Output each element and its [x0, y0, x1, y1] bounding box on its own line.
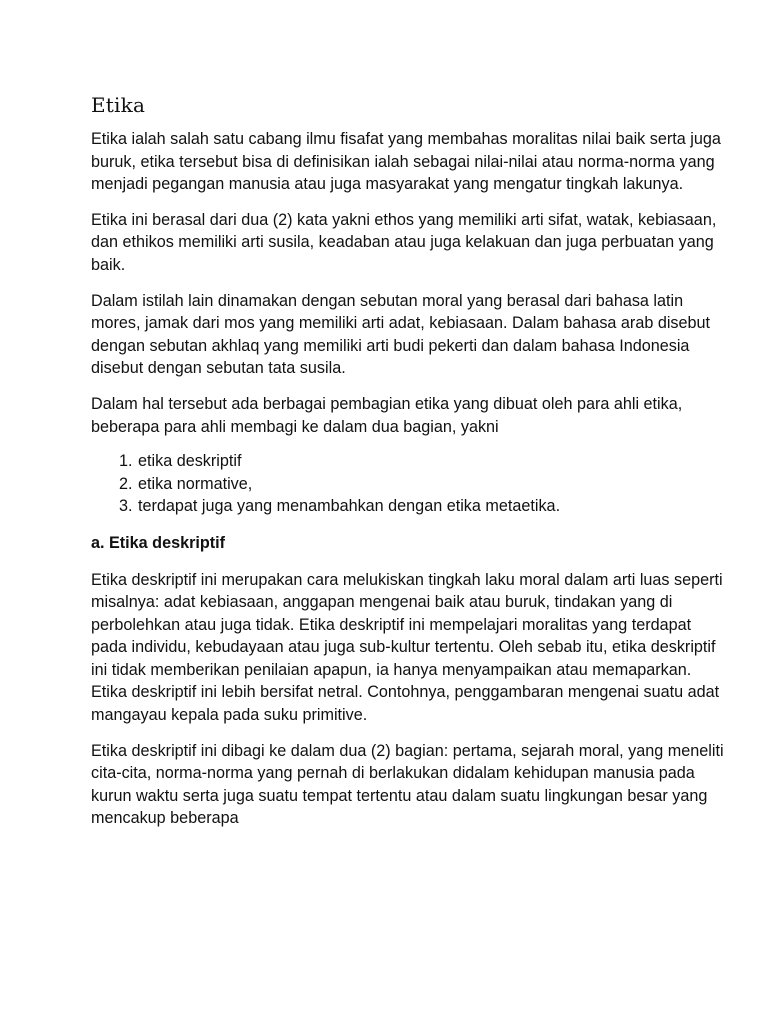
- section-heading: a. Etika deskriptif: [91, 533, 226, 552]
- list-item: 1. etika deskriptif: [137, 450, 731, 473]
- section-paragraph-1: Etika deskriptif ini merupakan cara melukiskan tingkah laku moral dalam arti luas seperti misalnya: adat kebiasaan, anggapan mengenai baik atau buruk, tindakan yang di perbolehkan atau juga tidak. Etika deskriptif ini mempelajari moralitas yang terdapat pada individu, kebudayaan atau juga sub-kultur tertentu. Oleh sebab itu, etika deskriptif ini tidak memberikan penilaian apapun, ia hanya menyampaikan atau memaparkan. Etika deskriptif ini lebih bersifat netral. Contohnya, penggambaran mengenai suatu adat mangayau kepala pada suku primitive.: [91, 570, 723, 725]
- intro-paragraph-2: Etika ini berasal dari dua (2) kata yakni ethos yang memiliki arti sifat, watak, kebiasaan, dan ethikos memiliki arti susila, keadaban atau juga kelakuan dan juga perbuatan yang baik.: [91, 210, 717, 274]
- list-item: 2. etika normative,: [137, 473, 731, 496]
- intro-paragraph-1: Etika ialah salah satu cabang ilmu fisafat yang membahas moralitas nilai baik serta juga buruk, etika tersebut bisa di definisikan ialah sebagai nilai-nilai atau norma-norma yang menjadi pegangan manusia atau juga masyarakat yang mengatur tingkah lakunya.: [91, 130, 721, 194]
- intro-paragraph-4: Dalam hal tersebut ada berbagai pembagian etika yang dibuat oleh para ahli etika, beberapa para ahli membagi ke dalam dua bagian, yakni: [91, 394, 683, 436]
- list-item: 3. terdapat juga yang menambahkan dengan etika metaetika.: [137, 495, 731, 518]
- section-paragraph-2: Etika deskriptif ini dibagi ke dalam dua (2) bagian: pertama, sejarah moral, yang meneliti cita-cita, norma-norma yang pernah di berlakukan didalam kehidupan manusia pada kurun waktu serta juga suatu tempat tertentu atau dalam suatu lingkungan besar yang mencakup beberapa: [91, 741, 724, 828]
- document-page: [91, 92, 731, 843]
- intro-paragraph-3: Dalam istilah lain dinamakan dengan sebutan moral yang berasal dari bahasa latin mores, jamak dari mos yang memiliki arti adat, kebiasaan. Dalam bahasa arab disebut dengan sebutan akhlaq yang memiliki arti budi pekerti dan dalam bahasa Indonesia disebut dengan sebutan tata susila.: [91, 291, 711, 378]
- ethics-division-list: [91, 450, 731, 518]
- document-title: Etika: [91, 93, 146, 117]
